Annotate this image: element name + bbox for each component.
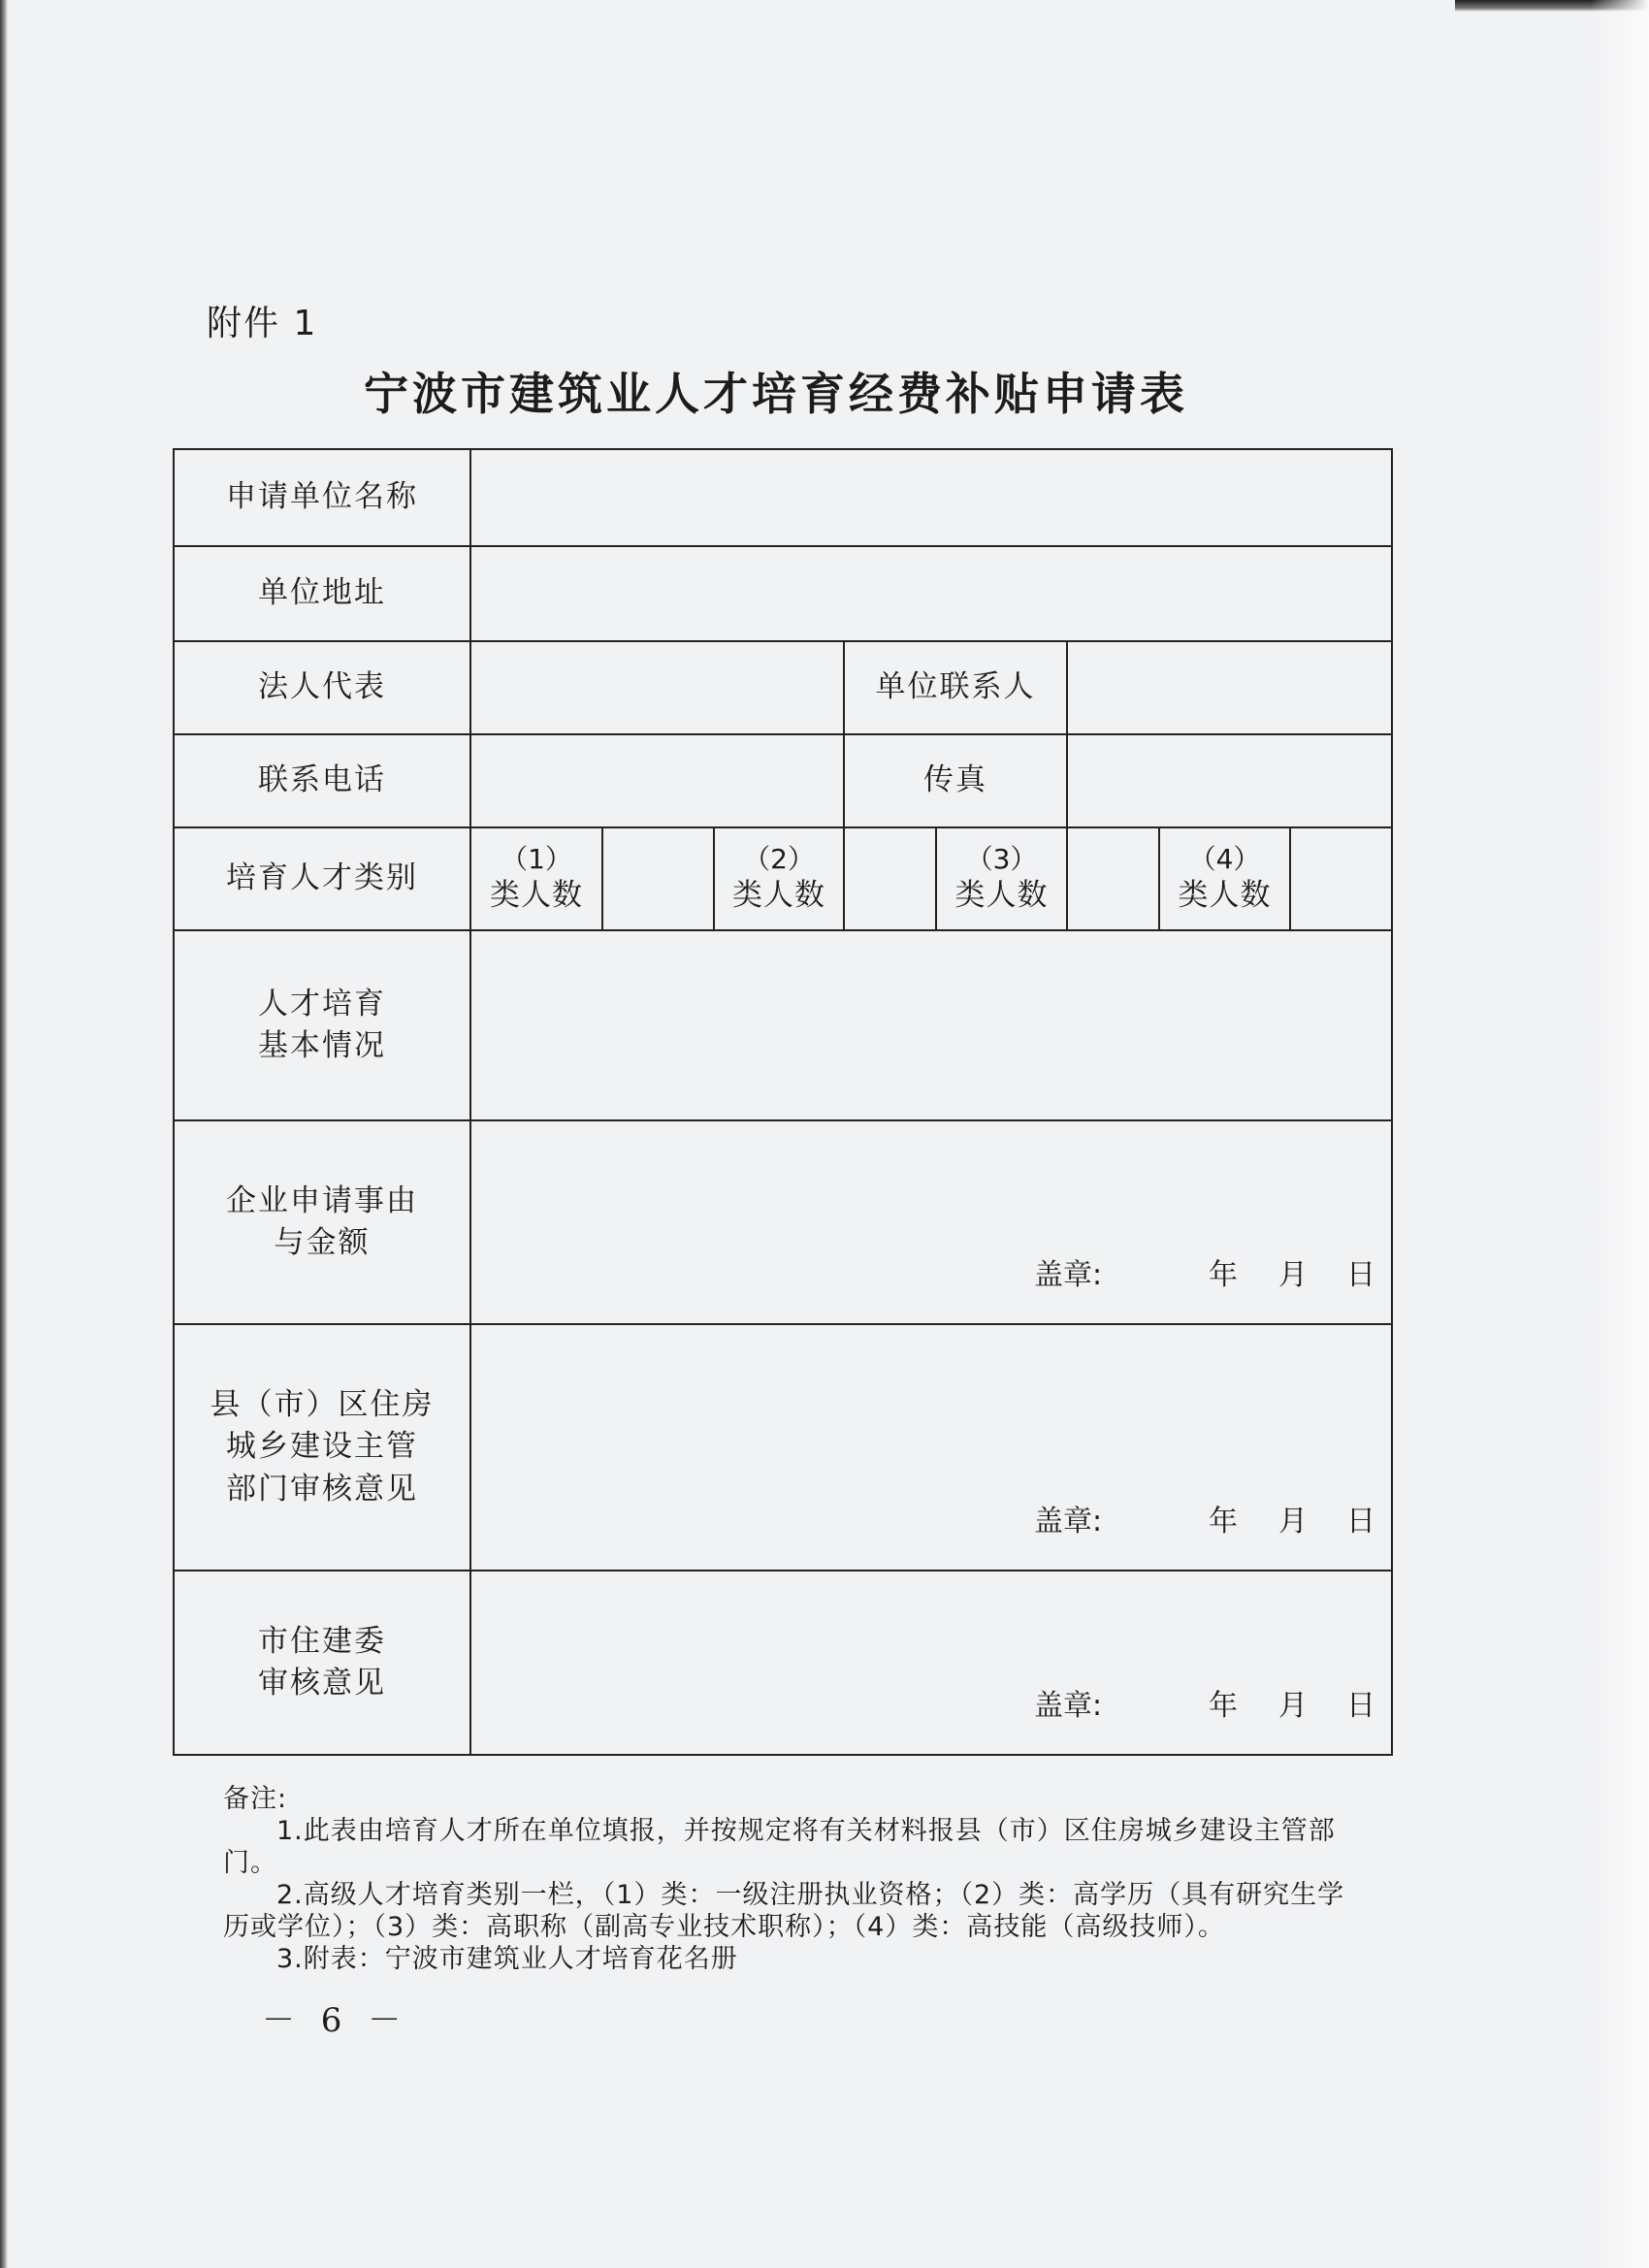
unit-name-field[interactable]: [470, 449, 1392, 546]
city-seal-day: 日: [1346, 1689, 1375, 1723]
basic-info-field[interactable]: [470, 930, 1392, 1120]
reason-label-line2: 与金额: [274, 1225, 371, 1260]
note-3: 3.附表：宁波市建筑业人才培育花名册: [276, 1944, 738, 1974]
reason-seal-day: 日: [1346, 1258, 1375, 1292]
category-1-count-field[interactable]: [602, 827, 714, 930]
reason-label: [174, 1120, 470, 1324]
reason-seal-month: 月: [1278, 1258, 1308, 1292]
page-number: － 6 －: [262, 2001, 409, 2040]
city-review-label-line1: 市住建委: [258, 1623, 386, 1659]
unit-name-label: 申请单位名称: [174, 449, 470, 546]
note-1: 1.此表由培育人才所在单位填报，并按规定将有关材料报县（市）区住房城乡建设主管部门。: [223, 1816, 1336, 1878]
city-seal-year: 年: [1209, 1689, 1238, 1723]
legal-rep-field[interactable]: [470, 641, 844, 734]
fax-label: 传真: [844, 734, 1067, 827]
county-review-label-line1: 县（市）区住房: [210, 1386, 435, 1422]
unit-address-label: 单位地址: [174, 546, 470, 641]
row-legal-rep: [174, 641, 1392, 734]
page-title: 宁波市建筑业人才培育经费补贴申请表: [364, 368, 1188, 420]
basic-info-label-line1: 人才培育: [258, 986, 386, 1021]
scan-edge-left: [0, 0, 8, 2268]
reason-seal-label: 盖章:: [1034, 1258, 1103, 1292]
county-review-field[interactable]: [470, 1324, 1392, 1571]
city-seal-line: [471, 1686, 1391, 1725]
reason-field[interactable]: [470, 1120, 1392, 1324]
category-4-text: 类人数: [1178, 877, 1272, 913]
scan-shade: [1591, 0, 1649, 2268]
category-1-number: （1）: [501, 843, 572, 876]
category-2-number: （2）: [743, 843, 815, 876]
county-seal-month: 月: [1278, 1505, 1308, 1539]
city-review-label: [174, 1571, 470, 1755]
note-2b: 历或学位）；（3）类：高职称（副高专业技术职称）；（4）类：高技能（高级技师）。: [223, 1912, 1225, 1942]
row-city-review: [174, 1571, 1392, 1755]
category-1-text: 类人数: [490, 877, 583, 913]
fax-field[interactable]: [1067, 734, 1392, 827]
county-review-label: [174, 1324, 470, 1571]
category-3-text: 类人数: [954, 877, 1049, 913]
county-seal-day: 日: [1346, 1505, 1375, 1539]
phone-field[interactable]: [470, 734, 844, 827]
row-unit-name: [174, 449, 1392, 546]
category-2-count-field[interactable]: [844, 827, 936, 930]
contact-person-field[interactable]: [1067, 641, 1392, 734]
city-seal-month: 月: [1278, 1689, 1308, 1723]
county-seal-year: 年: [1209, 1505, 1238, 1539]
reason-label-line1: 企业申请事由: [226, 1183, 418, 1218]
category-label: 培育人才类别: [174, 827, 470, 930]
category-4-number: （4）: [1188, 843, 1261, 876]
row-category: [174, 827, 1392, 930]
category-4-count-field[interactable]: [1290, 827, 1392, 930]
county-review-label-line2: 城乡建设主管: [226, 1429, 418, 1465]
attachment-label: 附件 1: [207, 304, 318, 343]
category-3-number: （3）: [965, 843, 1038, 876]
city-review-label-line2: 审核意见: [258, 1666, 386, 1701]
category-1-cell: [470, 827, 602, 930]
city-review-field[interactable]: [470, 1571, 1392, 1755]
row-phone: [174, 734, 1392, 827]
row-unit-address: [174, 546, 1392, 641]
county-seal-label: 盖章:: [1034, 1505, 1103, 1539]
application-form: [173, 448, 1393, 1756]
note-2a: 2.高级人才培育类别一栏，（1）类：一级注册执业资格；（2）类：高学历（具有研究生学: [276, 1880, 1345, 1910]
row-basic-info: [174, 930, 1392, 1120]
row-reason: [174, 1120, 1392, 1324]
unit-address-field[interactable]: [470, 546, 1392, 641]
county-review-label-line3: 部门审核意见: [226, 1471, 418, 1507]
basic-info-label-line2: 基本情况: [258, 1028, 386, 1063]
category-2-cell: [714, 827, 844, 930]
reason-seal-line: [471, 1255, 1391, 1294]
category-3-cell: [936, 827, 1067, 930]
category-4-cell: [1159, 827, 1290, 930]
basic-info-label: [174, 930, 470, 1120]
notes: [223, 1783, 1387, 1975]
phone-label: 联系电话: [174, 734, 470, 827]
category-2-text: 类人数: [732, 877, 825, 913]
row-county-review: [174, 1324, 1392, 1571]
category-3-count-field[interactable]: [1067, 827, 1159, 930]
city-seal-label: 盖章:: [1034, 1689, 1103, 1723]
legal-rep-label: 法人代表: [174, 641, 470, 734]
reason-seal-year: 年: [1209, 1258, 1238, 1292]
county-seal-line: [471, 1502, 1391, 1540]
notes-head: 备注:: [223, 1784, 288, 1814]
contact-person-label: 单位联系人: [844, 641, 1067, 734]
